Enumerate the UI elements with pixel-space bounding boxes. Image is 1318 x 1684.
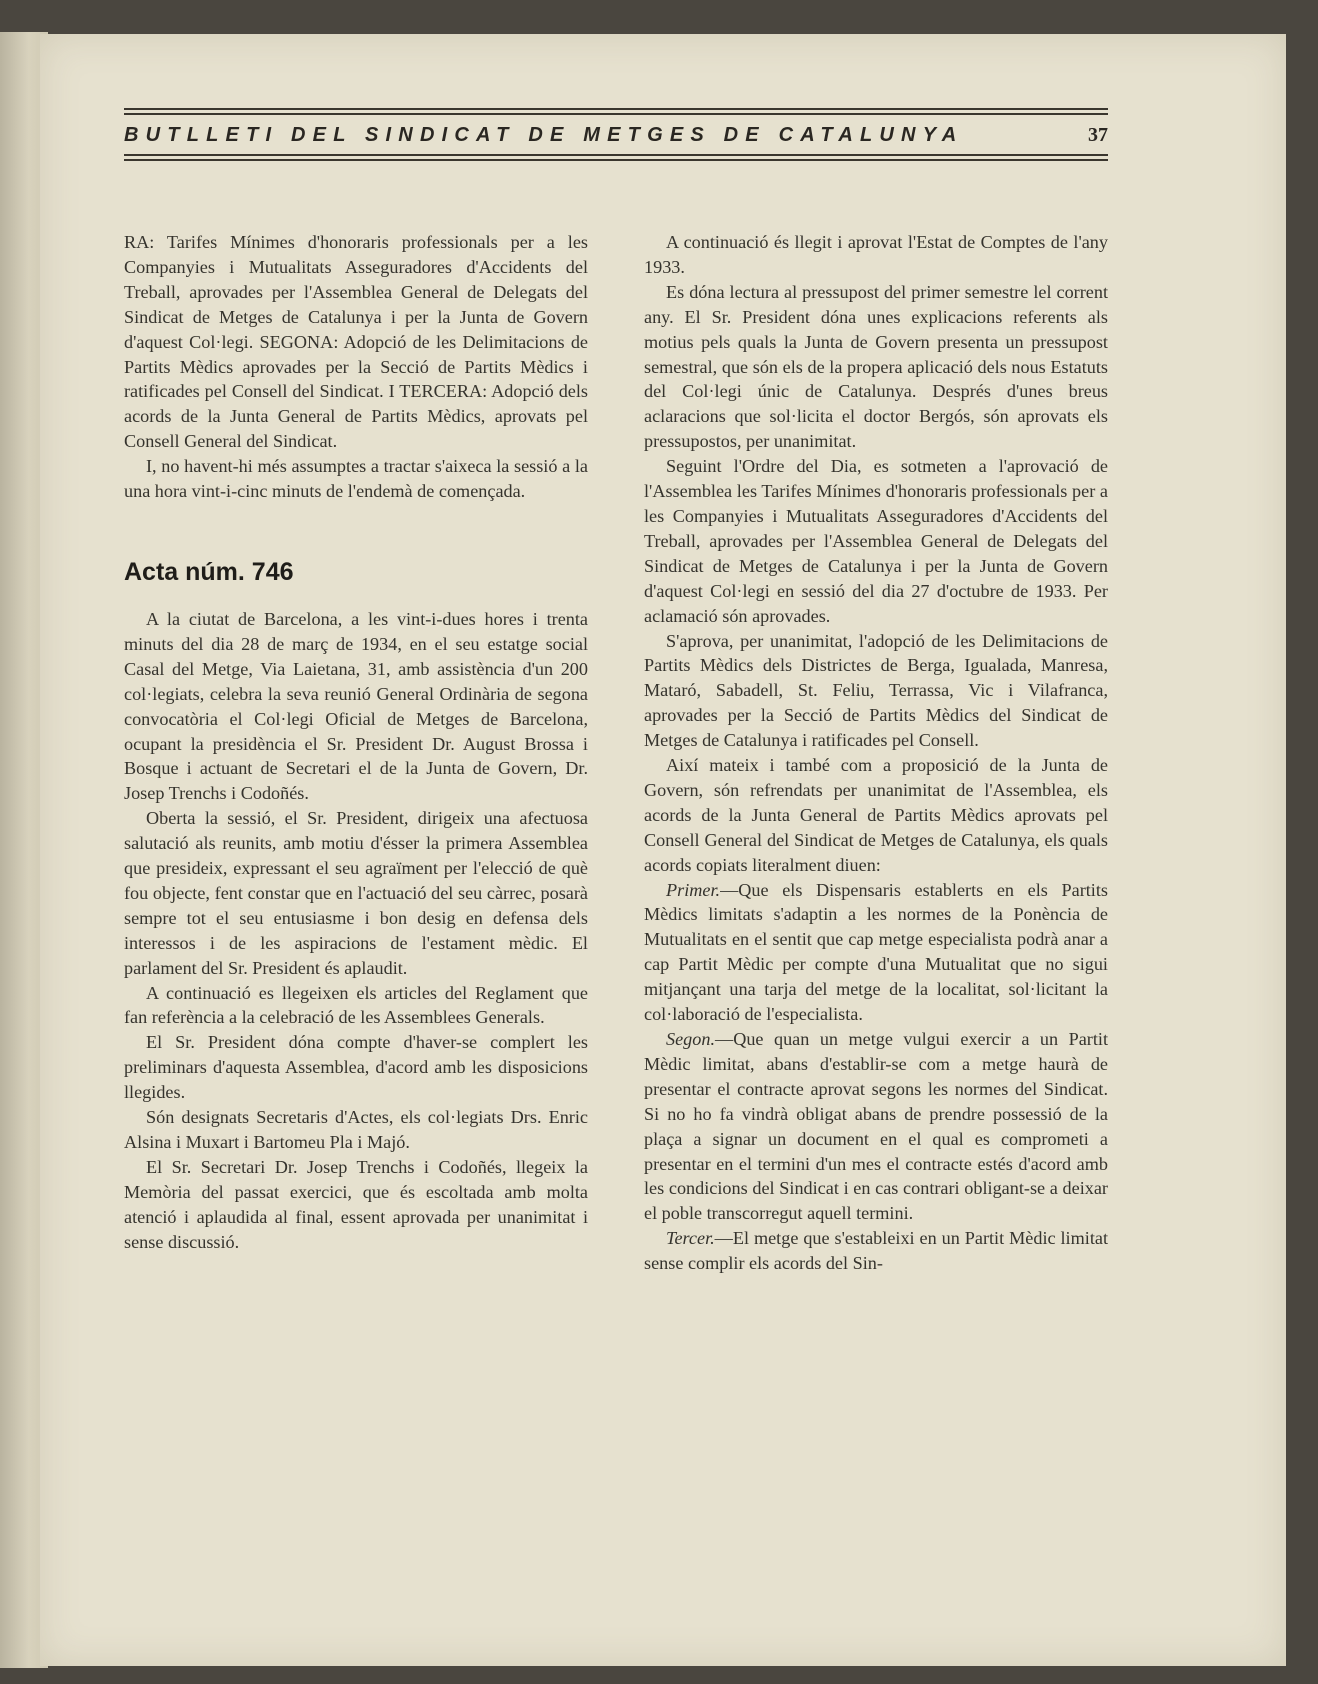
item-label: Primer. xyxy=(666,879,721,900)
paragraph: El Sr. Secretari Dr. Josep Trenchs i Codoñés, llegeix la Memòria del passat exercici, que és escoltada amb molta atenció i aplaudida al final, essent aprovada per unanimitat i sense discussió. xyxy=(124,1156,588,1252)
paragraph: Així mateix i també com a proposició de la Junta de Govern, són refrendats per unanimitat de l'Assemblea, els acords de la Junta General de Partits Mèdics aprovats pel Consell General del Sindicat de Metges de Catalunya, els quals acords copiats literalment diuen: xyxy=(644,755,1108,875)
paragraph: A la ciutat de Barcelona, a les vint-i-dues hores i trenta minuts del dia 28 de març de 1934, en el seu estatge social Casal del Metge, Via Laietana, 31, amb assistència d'un 200 col·legiats, celebra la seva reunió General Ordinària de segona convocatòria el Col·legi Oficial de Metges de Barcelona, ocupant la presidència el Sr. President Dr. August Brossa i Bosque i actuant de Secretari el de la Junta de Govern, Dr. Josep Trenchs i Codoñés. xyxy=(124,608,588,804)
item-text: —El metge que s'estableixi en un Partit Mèdic limitat sense complir els acords del Sin- xyxy=(644,1228,1108,1274)
paragraph: El Sr. President dóna compte d'haver-se complert les preliminars d'aquesta Assemblea, d'acord amb les disposicions llegides. xyxy=(124,1032,588,1103)
paragraph: A continuació es llegeixen els articles del Reglament que fan referència a la celebració de les Assemblees Generals. xyxy=(124,982,588,1028)
agreement-item xyxy=(644,1226,1108,1276)
header-rule-bottom xyxy=(124,159,1108,161)
paragraph: Oberta la sessió, el Sr. President, dirigeix una afectuosa salutació als reunits, amb motiu d'ésser la primera Assemblea que presideix, expressant el seu agraïment per l'elecció de què fou objecte, fent constar que en l'actuació del seu càrrec, posarà sempre tot el seu entusiasme i bon desig en defensa dels interessos i de les aspiracions de l'estament mèdic. El parlament del Sr. President és aplaudit. xyxy=(124,808,588,978)
paragraph: I, no havent-hi més assumptes a tractar s'aixeca la sessió a la una hora vint-i-cinc minuts de l'endemà de començada. xyxy=(124,456,588,502)
text-columns xyxy=(124,230,1108,1276)
paragraph: Seguint l'Ordre del Dia, es sotmeten a l'aprovació de l'Assemblea les Tarifes Mínimes d'honoraris professionals per a les Companyies i Mutualitats Asseguradores d'Accidents del Treball, aprovades per l'Assemblea General de Delegats del Sindicat de Metges de Catalunya i per la Junta de Govern d'aquest Col·legi en sessió del dia 27 d'octubre de 1933. Per aclamació són aprovades. xyxy=(644,456,1108,626)
section-heading: Acta núm. 746 xyxy=(124,557,294,586)
paragraph: S'aprova, per unanimitat, l'adopció de les Delimitacions de Partits Mèdics dels Districtes de Berga, Igualada, Manresa, Mataró, Sabadell, St. Feliu, Terrassa, Vic i Vilafranca, aprovades per la Secció de Partits Mèdics del Sindicat de Metges de Catalunya i ratificades pel Consell. xyxy=(644,630,1108,751)
item-text: —Que quan un metge vulgui exercir a un Partit Mèdic limitat, abans d'establir-se com a metge haurà de presentar el contracte aprovat segons les normes del Sindicat. Si no ho fa vindrà obligat abans de prendre possessió de la plaça a signar un document en el qual es comprometi a presentar en el termini d'un mes el contracte estés d'acord amb les condicions del Sindicat i en cas contrari obligant-se a deixar el poble transcorregut aquell termini. xyxy=(644,1029,1108,1224)
item-text: —Que els Dispensaris establerts en els Partits Mèdics limitats s'adaptin a les normes de la Ponència de Mutualitats en el sentit que cap metge especialista podrà anar a cap Partit Mèdic per compte d'una Mutualitat que no sigui mitjançant una tarja del metge de la localitat, sol·licitant la col·laboració de l'especialista. xyxy=(644,879,1108,1025)
agreement-item xyxy=(644,1027,1108,1226)
item-label: Tercer. xyxy=(666,1228,715,1249)
running-header xyxy=(124,108,1108,161)
header-rule-top xyxy=(124,108,1108,110)
paragraph: Són designats Secretaris d'Actes, els col·legiats Drs. Enric Alsina i Muxart i Bartomeu Pla i Majó. xyxy=(124,1107,588,1152)
paragraph: A continuació és llegit i aprovat l'Estat de Comptes de l'any 1933. xyxy=(644,232,1108,277)
running-title: BUTLLETI DEL SINDICAT DE METGES DE CATALUNYA xyxy=(124,124,964,146)
paragraph: RA: Tarifes Mínimes d'honoraris professionals per a les Companyies i Mutualitats Asseguradores d'Accidents del Treball, aprovades per l'Assemblea General de Delegats del Sindicat de Metges de Catalunya i per la Junta de Govern d'aquest Col·legi. SEGONA: Adopció de les Delimitacions de Partits Mèdics aprovades per la Secció de Partits Mèdics i ratificades pel Consell del Sindicat. I TERCERA: Adopció dels acords de la Junta General de Partits Mèdics, aprovats pel Consell General del Sindicat. xyxy=(124,232,588,452)
agreement-item xyxy=(644,878,1108,1027)
right-column xyxy=(644,230,1108,1276)
item-label: Segon. xyxy=(666,1029,715,1049)
paragraph: Es dóna lectura al pressupost del primer semestre lel corrent any. El Sr. President dóna unes explicacions referents als motius pels quals la Junta de Govern presenta un pressupost semestral, que són els de la propera aplicació dels nous Estatuts del Col·legi únic de Catalunya. Després d'unes breus aclaracions que sol·licita el doctor Bergós, són aprovats els pressupostos, per unanimitat. xyxy=(644,281,1108,452)
header-row xyxy=(124,124,1108,147)
page-number: 37 xyxy=(1088,124,1108,146)
left-column xyxy=(124,230,588,1276)
